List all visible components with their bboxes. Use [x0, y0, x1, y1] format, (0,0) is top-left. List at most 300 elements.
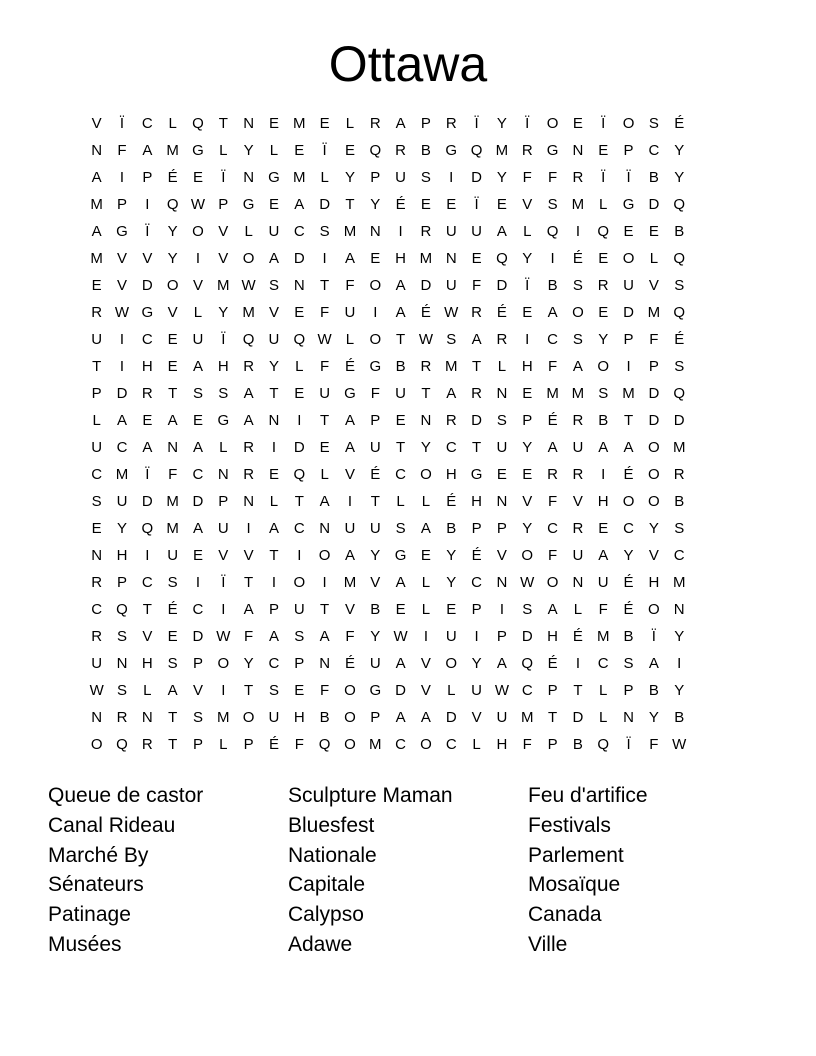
- grid-letter: E: [344, 142, 355, 159]
- grid-letter: Y: [167, 223, 178, 240]
- grid-letter: G: [116, 223, 128, 240]
- grid-letter: H: [141, 358, 153, 375]
- grid-letter: R: [572, 169, 584, 186]
- grid-letter: G: [369, 682, 382, 699]
- grid-letter: H: [293, 709, 305, 726]
- grid-letter: H: [217, 358, 229, 375]
- grid-letter: W: [241, 277, 256, 294]
- grid-letter: T: [92, 358, 102, 375]
- grid-letter: T: [547, 709, 558, 726]
- grid-letter: A: [547, 304, 558, 321]
- grid-letter: U: [369, 520, 381, 537]
- grid-letter: F: [320, 358, 330, 375]
- grid-letter: N: [91, 709, 103, 726]
- grid-letter: F: [522, 169, 532, 186]
- grid-letter: Y: [446, 547, 457, 564]
- grid-letter: L: [573, 601, 583, 618]
- grid-letter: C: [91, 601, 103, 618]
- grid-letter: Ï: [474, 196, 479, 213]
- grid-letter: R: [420, 223, 432, 240]
- grid-letter: B: [623, 628, 634, 645]
- grid-letter: Y: [471, 655, 482, 672]
- grid-letter: B: [572, 736, 583, 753]
- grid-row: [84, 384, 732, 411]
- grid-letter: T: [472, 439, 482, 456]
- word-list-item: Bluesfest: [288, 813, 375, 837]
- grid-letter: S: [420, 169, 431, 186]
- grid-letter: L: [396, 493, 405, 510]
- grid-letter: V: [142, 250, 153, 267]
- grid-letter: M: [115, 466, 129, 483]
- grid-letter: S: [116, 628, 127, 645]
- grid-letter: L: [219, 439, 228, 456]
- grid-letter: W: [418, 331, 434, 348]
- grid-letter: Y: [268, 358, 279, 375]
- grid-letter: R: [243, 358, 255, 375]
- grid-letter: F: [598, 601, 608, 618]
- grid-letter: D: [445, 709, 457, 726]
- grid-letter: U: [471, 223, 482, 240]
- grid-letter: I: [373, 304, 378, 321]
- word-list-item: Queue de castor: [48, 784, 204, 807]
- grid-letter: U: [268, 331, 280, 348]
- word-list-item: Sénateurs: [48, 873, 144, 897]
- grid-letter: É: [623, 601, 634, 618]
- grid-letter: U: [369, 439, 381, 456]
- grid-letter: S: [294, 628, 305, 645]
- grid-letter: V: [648, 277, 659, 294]
- grid-letter: A: [91, 169, 102, 186]
- grid-letter: I: [322, 250, 327, 267]
- grid-letter: S: [674, 520, 685, 537]
- grid-letter: V: [648, 547, 659, 564]
- grid-letter: O: [445, 655, 458, 672]
- grid-letter: I: [145, 547, 150, 564]
- grid-letter: Y: [243, 655, 254, 672]
- grid-letter: C: [141, 574, 153, 591]
- grid-letter: Y: [446, 574, 457, 591]
- grid-letter: U: [167, 547, 179, 564]
- grid-letter: É: [268, 736, 279, 753]
- grid-letter: T: [320, 412, 330, 429]
- grid-letter: Q: [293, 331, 306, 348]
- grid-letter: G: [369, 358, 382, 375]
- grid-letter: O: [648, 439, 660, 456]
- grid-row: [84, 654, 732, 681]
- grid-letter: M: [293, 169, 306, 186]
- grid-letter: A: [142, 439, 153, 456]
- grid-letter: A: [294, 196, 305, 213]
- grid-letter: A: [395, 304, 406, 321]
- grid-letter: N: [268, 412, 280, 429]
- grid-letter: N: [141, 709, 153, 726]
- grid-letter: W: [672, 736, 687, 753]
- grid-letter: S: [522, 601, 533, 618]
- grid-letter: L: [421, 493, 431, 510]
- grid-row: [84, 519, 732, 546]
- grid-letter: I: [677, 655, 682, 672]
- grid-letter: E: [192, 547, 203, 564]
- grid-letter: U: [116, 493, 128, 510]
- grid-letter: T: [244, 682, 254, 699]
- grid-letter: A: [420, 520, 431, 537]
- grid-letter: N: [167, 439, 179, 456]
- grid-letter: B: [674, 709, 685, 726]
- grid-letter: R: [369, 115, 381, 132]
- grid-letter: E: [420, 547, 431, 564]
- grid-letter: P: [370, 169, 381, 186]
- grid-letter: L: [421, 574, 431, 591]
- grid-letter: E: [294, 304, 305, 321]
- grid-letter: R: [420, 358, 432, 375]
- grid-letter: D: [471, 169, 482, 186]
- grid-letter: A: [395, 709, 406, 726]
- grid-letter: T: [168, 736, 178, 753]
- grid-letter: N: [116, 655, 128, 672]
- grid-letter: N: [445, 250, 457, 267]
- grid-letter: D: [141, 493, 153, 510]
- grid-letter: P: [142, 169, 153, 186]
- grid-letter: É: [572, 628, 583, 645]
- grid-letter: É: [370, 466, 381, 483]
- grid-letter: Q: [597, 223, 610, 240]
- grid-letter: E: [395, 412, 406, 429]
- grid-letter: O: [622, 493, 635, 510]
- grid-letter: F: [472, 277, 482, 294]
- grid-letter: V: [572, 493, 583, 510]
- grid-letter: S: [572, 277, 583, 294]
- grid-letter: D: [673, 412, 685, 429]
- grid-letter: O: [344, 709, 356, 726]
- grid-letter: C: [445, 439, 457, 456]
- grid-letter: R: [572, 466, 584, 483]
- grid-letter: Y: [623, 547, 634, 564]
- grid-letter: A: [243, 601, 254, 618]
- grid-letter: D: [648, 385, 660, 402]
- grid-letter: I: [271, 439, 277, 456]
- grid-letter: M: [90, 196, 103, 213]
- grid-letter: P: [268, 601, 279, 618]
- grid-letter: P: [471, 601, 482, 618]
- grid-letter: L: [168, 115, 177, 132]
- grid-letter: O: [521, 547, 534, 564]
- grid-letter: M: [571, 196, 585, 213]
- grid-letter: A: [192, 520, 203, 537]
- grid-letter: Q: [673, 385, 686, 402]
- grid-letter: P: [218, 196, 229, 213]
- grid-letter: C: [116, 439, 128, 456]
- grid-letter: T: [345, 196, 355, 213]
- grid-letter: D: [521, 628, 533, 645]
- grid-letter: Q: [166, 196, 179, 213]
- grid-letter: I: [221, 682, 226, 699]
- grid-letter: F: [370, 385, 380, 402]
- grid-letter: D: [116, 385, 128, 402]
- grid-letter: A: [395, 115, 406, 132]
- grid-letter: T: [396, 331, 406, 348]
- grid-letter: A: [395, 574, 406, 591]
- grid-letter: P: [192, 655, 203, 672]
- grid-letter: O: [318, 547, 331, 564]
- grid-letter: Y: [496, 169, 507, 186]
- grid-letter: E: [294, 682, 305, 699]
- word-list-item: Patinage: [48, 903, 131, 927]
- grid-letter: W: [444, 304, 459, 321]
- word-list-item: Marché By: [48, 843, 149, 867]
- grid-letter: B: [420, 142, 431, 159]
- grid-letter: L: [269, 493, 279, 510]
- grid-row: [84, 546, 732, 573]
- grid-row: [84, 411, 732, 438]
- grid-letter: P: [91, 385, 102, 402]
- word-list-item: Musées: [48, 932, 122, 956]
- grid-letter: P: [294, 655, 305, 672]
- grid-letter: N: [496, 493, 508, 510]
- grid-letter: O: [546, 115, 559, 132]
- grid-row: [84, 195, 732, 222]
- grid-letter: L: [599, 196, 608, 213]
- grid-letter: V: [243, 547, 254, 564]
- grid-letter: I: [119, 331, 125, 348]
- grid-letter: C: [192, 466, 204, 483]
- grid-letter: P: [471, 520, 482, 537]
- grid-letter: S: [91, 493, 102, 510]
- grid-letter: E: [420, 196, 431, 213]
- grid-letter: Y: [522, 439, 533, 456]
- grid-letter: B: [598, 412, 609, 429]
- grid-letter: F: [547, 547, 558, 564]
- grid-letter: F: [345, 277, 355, 294]
- grid-letter: B: [648, 682, 659, 699]
- grid-letter: F: [320, 682, 330, 699]
- grid-letter: E: [598, 520, 609, 537]
- grid-letter: Ï: [601, 115, 606, 132]
- grid-letter: U: [597, 574, 609, 591]
- grid-letter: I: [145, 196, 150, 213]
- grid-letter: T: [142, 601, 152, 618]
- grid-letter: W: [114, 304, 130, 321]
- grid-letter: F: [522, 736, 532, 753]
- grid-letter: Ï: [221, 574, 226, 591]
- grid-letter: U: [217, 520, 229, 537]
- grid-letter: T: [269, 547, 279, 564]
- word-list-item: Parlement: [528, 843, 624, 867]
- grid-letter: M: [166, 142, 179, 159]
- grid-letter: V: [218, 223, 229, 240]
- grid-letter: É: [674, 331, 685, 348]
- grid-letter: B: [370, 601, 381, 618]
- grid-letter: I: [246, 520, 251, 537]
- grid-row: [84, 681, 732, 708]
- grid-letter: S: [674, 358, 685, 375]
- grid-letter: I: [601, 466, 606, 483]
- grid-letter: V: [344, 466, 355, 483]
- grid-letter: E: [268, 466, 279, 483]
- grid-letter: É: [547, 412, 558, 429]
- grid-letter: O: [420, 736, 432, 753]
- grid-letter: A: [116, 412, 127, 429]
- grid-letter: A: [496, 223, 507, 240]
- grid-letter: F: [244, 628, 254, 645]
- grid-letter: N: [496, 574, 508, 591]
- grid-letter: O: [622, 115, 635, 132]
- grid-letter: T: [623, 412, 634, 429]
- word-column: [48, 781, 288, 960]
- grid-letter: C: [141, 331, 153, 348]
- grid-letter: E: [370, 250, 381, 267]
- grid-letter: M: [546, 385, 559, 402]
- grid-letter: A: [496, 655, 507, 672]
- grid-letter: W: [216, 628, 231, 645]
- grid-letter: H: [116, 547, 128, 564]
- grid-letter: D: [471, 412, 482, 429]
- grid-letter: Q: [242, 331, 255, 348]
- grid-letter: H: [141, 655, 153, 672]
- grid-letter: A: [395, 277, 406, 294]
- grid-letter: O: [597, 358, 610, 375]
- grid-letter: S: [446, 331, 457, 348]
- grid-letter: S: [648, 115, 659, 132]
- grid-letter: E: [522, 304, 533, 321]
- grid-letter: V: [522, 196, 533, 213]
- grid-letter: E: [319, 439, 330, 456]
- grid-letter: Y: [370, 547, 381, 564]
- grid-letter: P: [116, 574, 127, 591]
- grid-letter: N: [293, 277, 305, 294]
- word-list-item: Feu d'artifice: [528, 784, 648, 807]
- grid-letter: L: [269, 142, 279, 159]
- grid-letter: I: [119, 169, 125, 186]
- grid-letter: V: [218, 250, 229, 267]
- grid-letter: Q: [597, 736, 610, 753]
- grid-letter: H: [395, 250, 407, 267]
- grid-letter: A: [344, 412, 355, 429]
- grid-letter: N: [91, 142, 103, 159]
- grid-letter: I: [575, 223, 580, 240]
- grid-letter: A: [268, 520, 279, 537]
- word-list-item: Canada: [528, 903, 602, 927]
- grid-letter: I: [195, 574, 201, 591]
- grid-letter: O: [166, 277, 179, 294]
- grid-letter: I: [221, 601, 226, 618]
- grid-letter: H: [547, 628, 558, 645]
- grid-row: [84, 168, 732, 195]
- grid-letter: O: [622, 250, 635, 267]
- grid-letter: É: [547, 655, 558, 672]
- word-list-item: Capitale: [288, 873, 366, 897]
- grid-letter: B: [674, 493, 685, 510]
- grid-letter: T: [269, 385, 279, 402]
- grid-letter: Ï: [145, 466, 150, 483]
- grid-letter: S: [496, 412, 507, 429]
- grid-letter: H: [471, 493, 482, 510]
- grid-letter: T: [396, 439, 406, 456]
- grid-letter: Ï: [474, 115, 479, 132]
- grid-letter: Y: [598, 331, 609, 348]
- grid-letter: A: [167, 682, 178, 699]
- grid-letter: H: [648, 574, 660, 591]
- grid-letter: O: [369, 331, 382, 348]
- grid-letter: U: [91, 439, 103, 456]
- grid-letter: C: [547, 520, 558, 537]
- grid-letter: S: [623, 655, 634, 672]
- grid-letter: É: [623, 574, 634, 591]
- grid-letter: T: [320, 601, 330, 618]
- grid-letter: H: [597, 493, 609, 510]
- grid-letter: Y: [648, 709, 659, 726]
- grid-letter: A: [648, 655, 659, 672]
- grid-letter: A: [167, 412, 178, 429]
- grid-letter: N: [572, 574, 584, 591]
- grid-letter: O: [192, 223, 204, 240]
- grid-letter: S: [268, 682, 279, 699]
- grid-letter: I: [322, 574, 327, 591]
- grid-letter: L: [345, 331, 355, 348]
- grid-letter: P: [370, 709, 381, 726]
- grid-letter: É: [446, 493, 457, 510]
- grid-letter: F: [547, 493, 558, 510]
- grid-letter: A: [572, 358, 583, 375]
- grid-letter: F: [649, 736, 659, 753]
- grid-letter: V: [370, 574, 381, 591]
- grid-letter: V: [420, 655, 431, 672]
- grid-letter: L: [219, 142, 228, 159]
- grid-letter: V: [471, 709, 482, 726]
- grid-letter: W: [190, 196, 206, 213]
- grid-letter: M: [571, 385, 585, 402]
- grid-letter: B: [547, 277, 558, 294]
- grid-letter: O: [572, 304, 584, 321]
- grid-letter: P: [116, 196, 127, 213]
- grid-letter: E: [294, 142, 305, 159]
- grid-letter: H: [521, 358, 533, 375]
- grid-letter: O: [293, 574, 306, 591]
- grid-letter: D: [572, 709, 584, 726]
- grid-letter: U: [293, 601, 305, 618]
- grid-letter: E: [522, 385, 533, 402]
- grid-letter: R: [141, 385, 153, 402]
- grid-letter: E: [167, 358, 178, 375]
- grid-letter: P: [547, 736, 558, 753]
- grid-letter: Q: [369, 142, 382, 159]
- grid-letter: L: [295, 358, 304, 375]
- grid-letter: T: [573, 682, 583, 699]
- grid-letter: D: [496, 277, 508, 294]
- grid-letter: T: [244, 574, 254, 591]
- grid-letter: E: [623, 223, 634, 240]
- grid-letter: W: [89, 682, 104, 699]
- grid-letter: S: [218, 385, 229, 402]
- grid-letter: A: [623, 439, 634, 456]
- grid-letter: D: [420, 277, 432, 294]
- grid-letter: R: [496, 331, 508, 348]
- grid-letter: M: [166, 493, 179, 510]
- grid-letter: V: [116, 277, 127, 294]
- grid-letter: N: [420, 412, 432, 429]
- grid-letter: Ï: [525, 277, 530, 294]
- grid-letter: C: [623, 520, 634, 537]
- grid-row: [84, 492, 732, 519]
- grid-letter: É: [420, 304, 431, 321]
- grid-letter: E: [167, 628, 178, 645]
- grid-letter: S: [192, 385, 203, 402]
- grid-letter: E: [268, 196, 279, 213]
- grid-letter: A: [395, 655, 406, 672]
- grid-letter: M: [369, 736, 382, 753]
- grid-letter: E: [598, 142, 609, 159]
- grid-letter: B: [648, 169, 659, 186]
- grid-letter: U: [445, 223, 457, 240]
